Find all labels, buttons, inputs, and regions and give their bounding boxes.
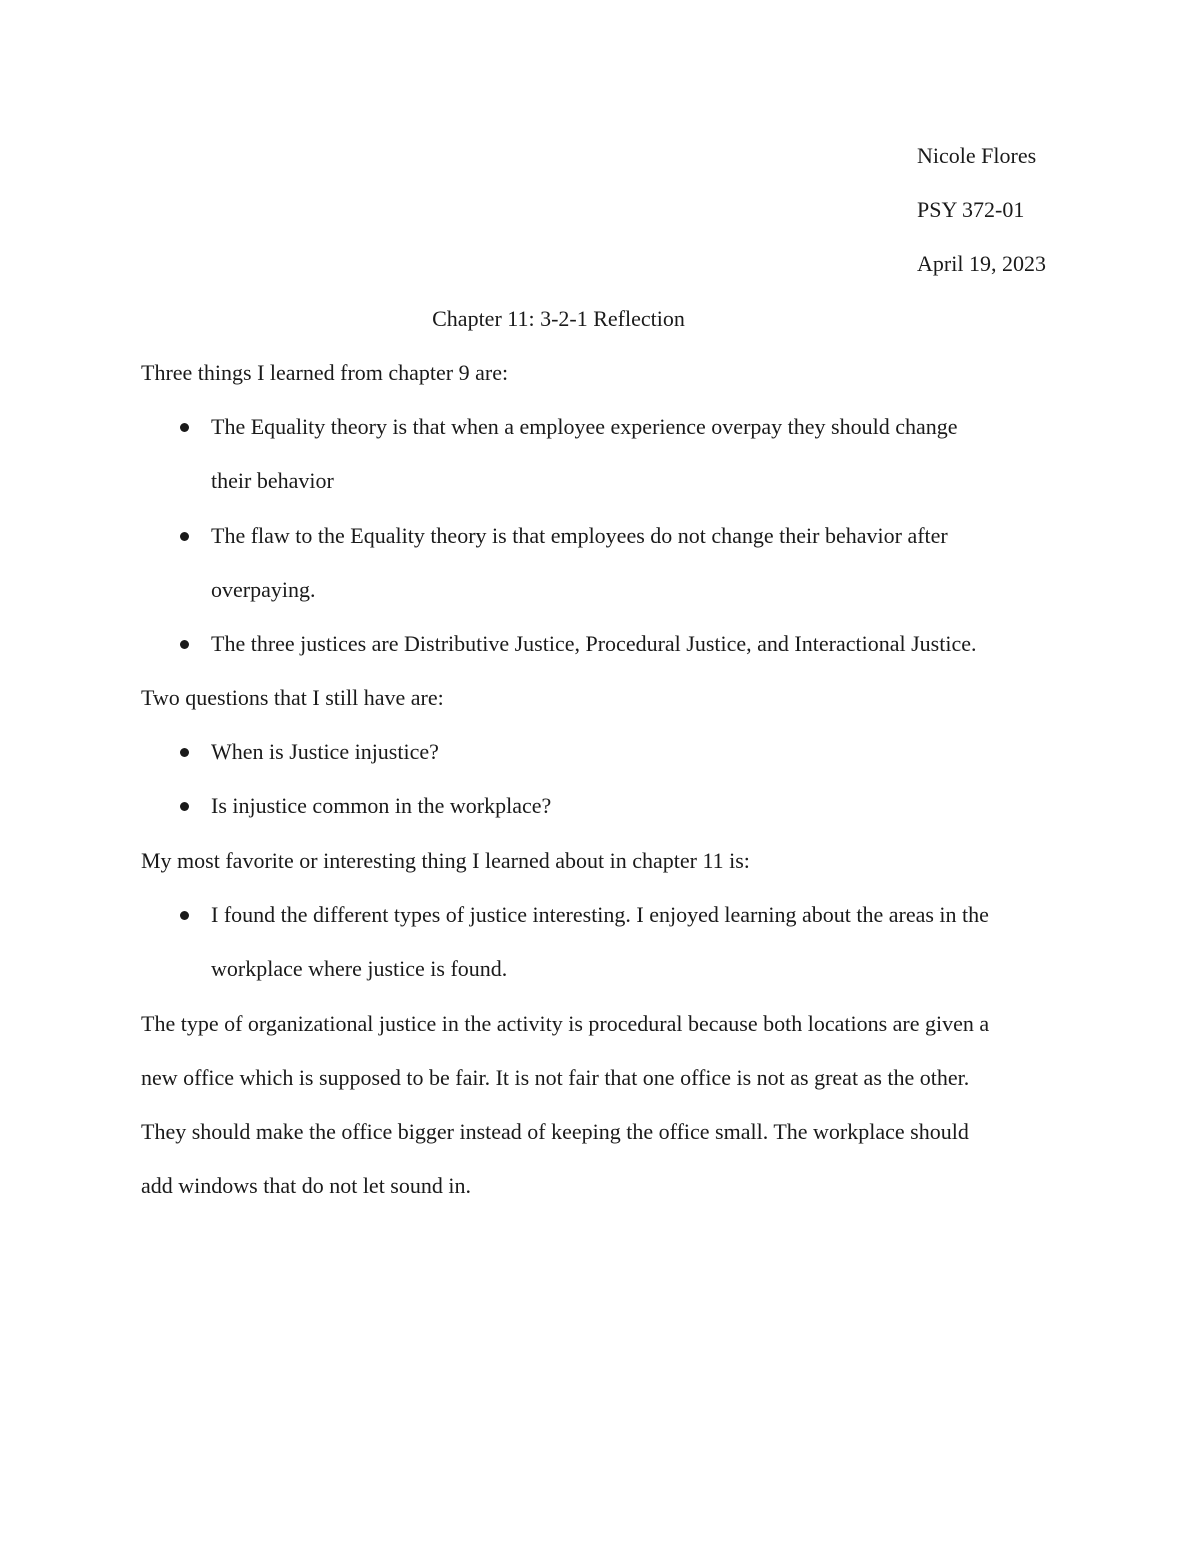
section1-bullet1-line2: their behavior [211, 468, 334, 493]
bullet-icon [180, 911, 189, 920]
closing-line-2: new office which is supposed to be fair. It is not fair that one office is not as great as the other. [141, 1065, 970, 1090]
section1-bullet3-line1: The three justices are Distributive Justice, Procedural Justice, and Interactional Justice. [211, 631, 977, 656]
closing-line-1: The type of organizational justice in the activity is procedural because both locations are given a [141, 1011, 990, 1036]
section1-bullet2-line1: The flaw to the Equality theory is that employees do not change their behavior after [211, 523, 948, 548]
section3-bullet1-line1: I found the different types of justice interesting. I enjoyed learning about the areas in the [211, 902, 989, 927]
closing-line-3: They should make the office bigger instead of keeping the office small. The workplace should [141, 1119, 969, 1144]
section3-intro: My most favorite or interesting thing I learned about in chapter 11 is: [141, 848, 750, 873]
closing-line-4: add windows that do not let sound in. [141, 1173, 471, 1198]
author-name: Nicole Flores [917, 143, 1037, 168]
bullet-icon [180, 640, 189, 649]
bullet-icon [180, 748, 189, 757]
bullet-icon [180, 802, 189, 811]
section1-bullet2-line2: overpaying. [211, 577, 316, 602]
bullet-icon [180, 423, 189, 432]
section1-bullet1-line1: The Equality theory is that when a employee experience overpay they should change [211, 414, 958, 439]
bullet-icon [180, 532, 189, 541]
document-title: Chapter 11: 3-2-1 Reflection [432, 306, 685, 331]
section2-intro: Two questions that I still have are: [141, 685, 444, 710]
section3-bullet1-line2: workplace where justice is found. [211, 956, 508, 981]
section1-intro: Three things I learned from chapter 9 are: [141, 360, 509, 385]
course-code: PSY 372-01 [917, 197, 1025, 222]
document-date: April 19, 2023 [917, 251, 1046, 276]
section2-bullet1-line1: When is Justice injustice? [211, 739, 439, 764]
section2-bullet2-line1: Is injustice common in the workplace? [211, 793, 552, 818]
